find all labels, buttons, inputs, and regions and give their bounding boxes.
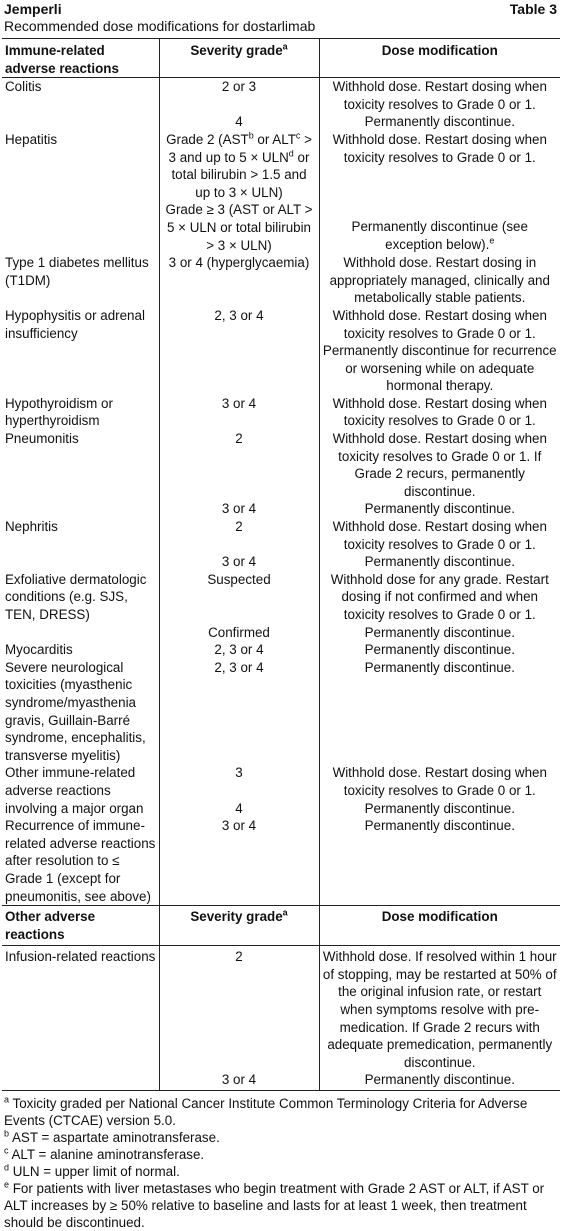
- modification-cell: Withhold dose. Restart dosing when toxicity resolves to Grade 0 or 1. If Grade 2 recurs, permanently discontinue.: [319, 430, 560, 500]
- reaction-cell: Recurrence of immune-related adverse reactions after resolution to ≤ Grade 1 (except for pneumonitis, see above): [5, 818, 156, 904]
- table-row: [2, 764, 560, 799]
- modification-cell: Permanently discontinue.: [319, 553, 560, 571]
- table-row: [2, 307, 560, 395]
- table-row: [2, 571, 560, 624]
- reaction-cell: Exfoliative dermatologic conditions (e.g. SJS, TEN, DRESS): [5, 571, 147, 622]
- table-label: Table 3: [509, 1, 557, 17]
- modification-cell: Permanently discontinue (see exception below).$^e$: [319, 201, 560, 254]
- modification-cell: Permanently discontinue.: [319, 113, 560, 131]
- table-row: [2, 641, 560, 659]
- reaction-cell: Infusion-related reactions: [5, 949, 156, 965]
- reaction-cell: Type 1 diabetes mellitus (T1DM): [5, 255, 149, 288]
- grade-cell: Suspected: [159, 571, 319, 624]
- table-row: [2, 817, 560, 905]
- footnote: $^b$ AST = aspartate aminotransferase.: [4, 1128, 220, 1146]
- table-row: [2, 395, 560, 430]
- modification-cell: Withhold dose. Restart dosing when toxicity resolves to Grade 0 or 1.: [319, 131, 560, 201]
- reaction-cell: Nephritis: [5, 519, 58, 535]
- grade-cell: Confirmed: [159, 624, 319, 642]
- table-row: [2, 946, 560, 1072]
- modification-cell: Permanently discontinue.: [319, 641, 560, 659]
- modification-cell: Permanently discontinue.: [319, 624, 560, 642]
- modification-cell: Permanently discontinue.: [319, 1071, 560, 1090]
- footnote: $^d$ ULN = upper limit of normal.: [4, 1162, 180, 1180]
- section2-header-severity: Severity grade$^a$: [159, 906, 319, 946]
- grade-cell: 4: [159, 113, 319, 131]
- table-row: [2, 78, 560, 114]
- modification-cell: Withhold dose. Restart dosing when toxicity resolves to Grade 0 or 1.: [319, 78, 560, 114]
- modification-cell: Permanently discontinue.: [319, 659, 560, 765]
- grade-cell: 3 or 4: [159, 500, 319, 518]
- footnote: $^c$ ALT = alanine aminotransferase.: [4, 1145, 205, 1163]
- table-row: [2, 201, 560, 254]
- footnotes: [2, 1095, 560, 1231]
- grade-cell: 3 or 4: [159, 395, 319, 430]
- column-header-row: [2, 39, 560, 78]
- table-header: [2, 0, 560, 39]
- modification-cell: Withhold dose. Restart dosing in appropriately managed, clinically and metabolically stable patients.: [319, 254, 560, 307]
- drug-name: Jemperli: [4, 1, 62, 17]
- grade-cell: 2, 3 or 4: [159, 659, 319, 765]
- reaction-cell: Hypothyroidism or hyperthyroidism: [5, 395, 113, 429]
- section2-header-dose: Dose modification: [319, 906, 560, 946]
- table-row: [2, 113, 560, 131]
- modification-cell: Permanently discontinue.: [319, 817, 560, 905]
- table-subtitle: Recommended dose modifications for dostarlimab: [4, 18, 316, 34]
- modification-cell: Withhold dose. Restart dosing when toxicity resolves to Grade 0 or 1.: [319, 395, 560, 430]
- grade-cell: 2: [159, 518, 319, 553]
- table-row: [2, 500, 560, 518]
- grade-cell: 3 or 4 (hyperglycaemia): [159, 254, 319, 307]
- reaction-cell: Pneumonitis: [5, 431, 79, 447]
- reaction-cell: Severe neurological toxicities (myasthenic syndrome/myasthenia gravis, Guillain-Barré syndrome, encephalitis, transverse myelitis): [5, 659, 146, 763]
- col-header-severity: Severity grade$^a$: [159, 39, 319, 78]
- grade-cell: Grade 2 (AST$^b$ or $ALT^c > 3$ and up to $5 \times ULN^d$ or total bilirubin > 1.5 and up to 3 × ULN): [159, 131, 319, 201]
- table-row: [2, 659, 560, 765]
- grade-cell: 2, 3 or 4: [159, 307, 319, 395]
- grade-cell: 4: [159, 800, 319, 818]
- footnote: $^a$ Toxicity graded per National Cancer Institute Common Terminology Criteria for Adverse Events (CTCAE) version 5.0.: [4, 1094, 528, 1129]
- grade-cell: 2, 3 or 4: [159, 641, 319, 659]
- modification-cell: Withhold dose. If resolved within 1 hour of stopping, may be restarted at 50% of the original infusion rate, or restart when symptoms resolve with pre-medication. If Grade 2 recurs with adequate premedication, permanently discontinue.: [319, 946, 560, 1072]
- grade-cell: 3 or 4: [159, 817, 319, 905]
- modification-cell: Permanently discontinue.: [319, 800, 560, 818]
- table-row: [2, 624, 560, 642]
- table-row: [2, 1071, 560, 1090]
- dose-modification-table: [2, 39, 560, 1091]
- modification-cell: Withhold dose for any grade. Restart dosing if not confirmed and when toxicity resolves to Grade 0 or 1.: [319, 571, 560, 624]
- grade-cell: 2 or 3: [159, 78, 319, 114]
- section2-header-reaction: Other adverse reactions: [2, 906, 159, 946]
- grade-cell: 3: [159, 764, 319, 799]
- modification-cell: Withhold dose. Restart dosing when toxicity resolves to Grade 0 or 1. Permanently discontinue for recurrence or worsening while on adequate hormonal therapy.: [319, 307, 560, 395]
- table-row: [2, 254, 560, 307]
- grade-cell: Grade ≥ 3 (AST or ALT > 5 × ULN or total bilirubin > 3 × ULN): [159, 201, 319, 254]
- reaction-cell: Colitis: [5, 79, 42, 95]
- table-row: [2, 430, 560, 500]
- grade-cell: 2: [159, 946, 319, 1072]
- modification-cell: Withhold dose. Restart dosing when toxicity resolves to Grade 0 or 1.: [319, 764, 560, 799]
- reaction-cell: Other immune-related adverse reactions involving a major organ: [5, 765, 144, 816]
- reaction-cell: Myocarditis: [5, 642, 73, 658]
- reaction-cell: Hepatitis: [5, 131, 58, 147]
- reaction-cell: Hypophysitis or adrenal insufficiency: [5, 307, 145, 341]
- table-row: [2, 553, 560, 571]
- table-row: [2, 131, 560, 201]
- table-row: [2, 518, 560, 553]
- col-header-reaction: Immune-related adverse reactions: [2, 39, 159, 78]
- grade-cell: 3 or 4: [159, 553, 319, 571]
- grade-cell: 3 or 4: [159, 1071, 319, 1090]
- modification-cell: Permanently discontinue.: [319, 500, 560, 518]
- section-header-row: [2, 906, 560, 946]
- footnote: $^e$ For patients with liver metastases who begin treatment with Grade 2 AST or ALT, if AST or ALT increases by ≥ 50% relative to baseline and lasts for at least 1 week, then treatment should be discontinued.: [4, 1179, 545, 1231]
- grade-cell: 2: [159, 430, 319, 500]
- modification-cell: Withhold dose. Restart dosing when toxicity resolves to Grade 0 or 1.: [319, 518, 560, 553]
- col-header-dose: Dose modification: [319, 39, 560, 78]
